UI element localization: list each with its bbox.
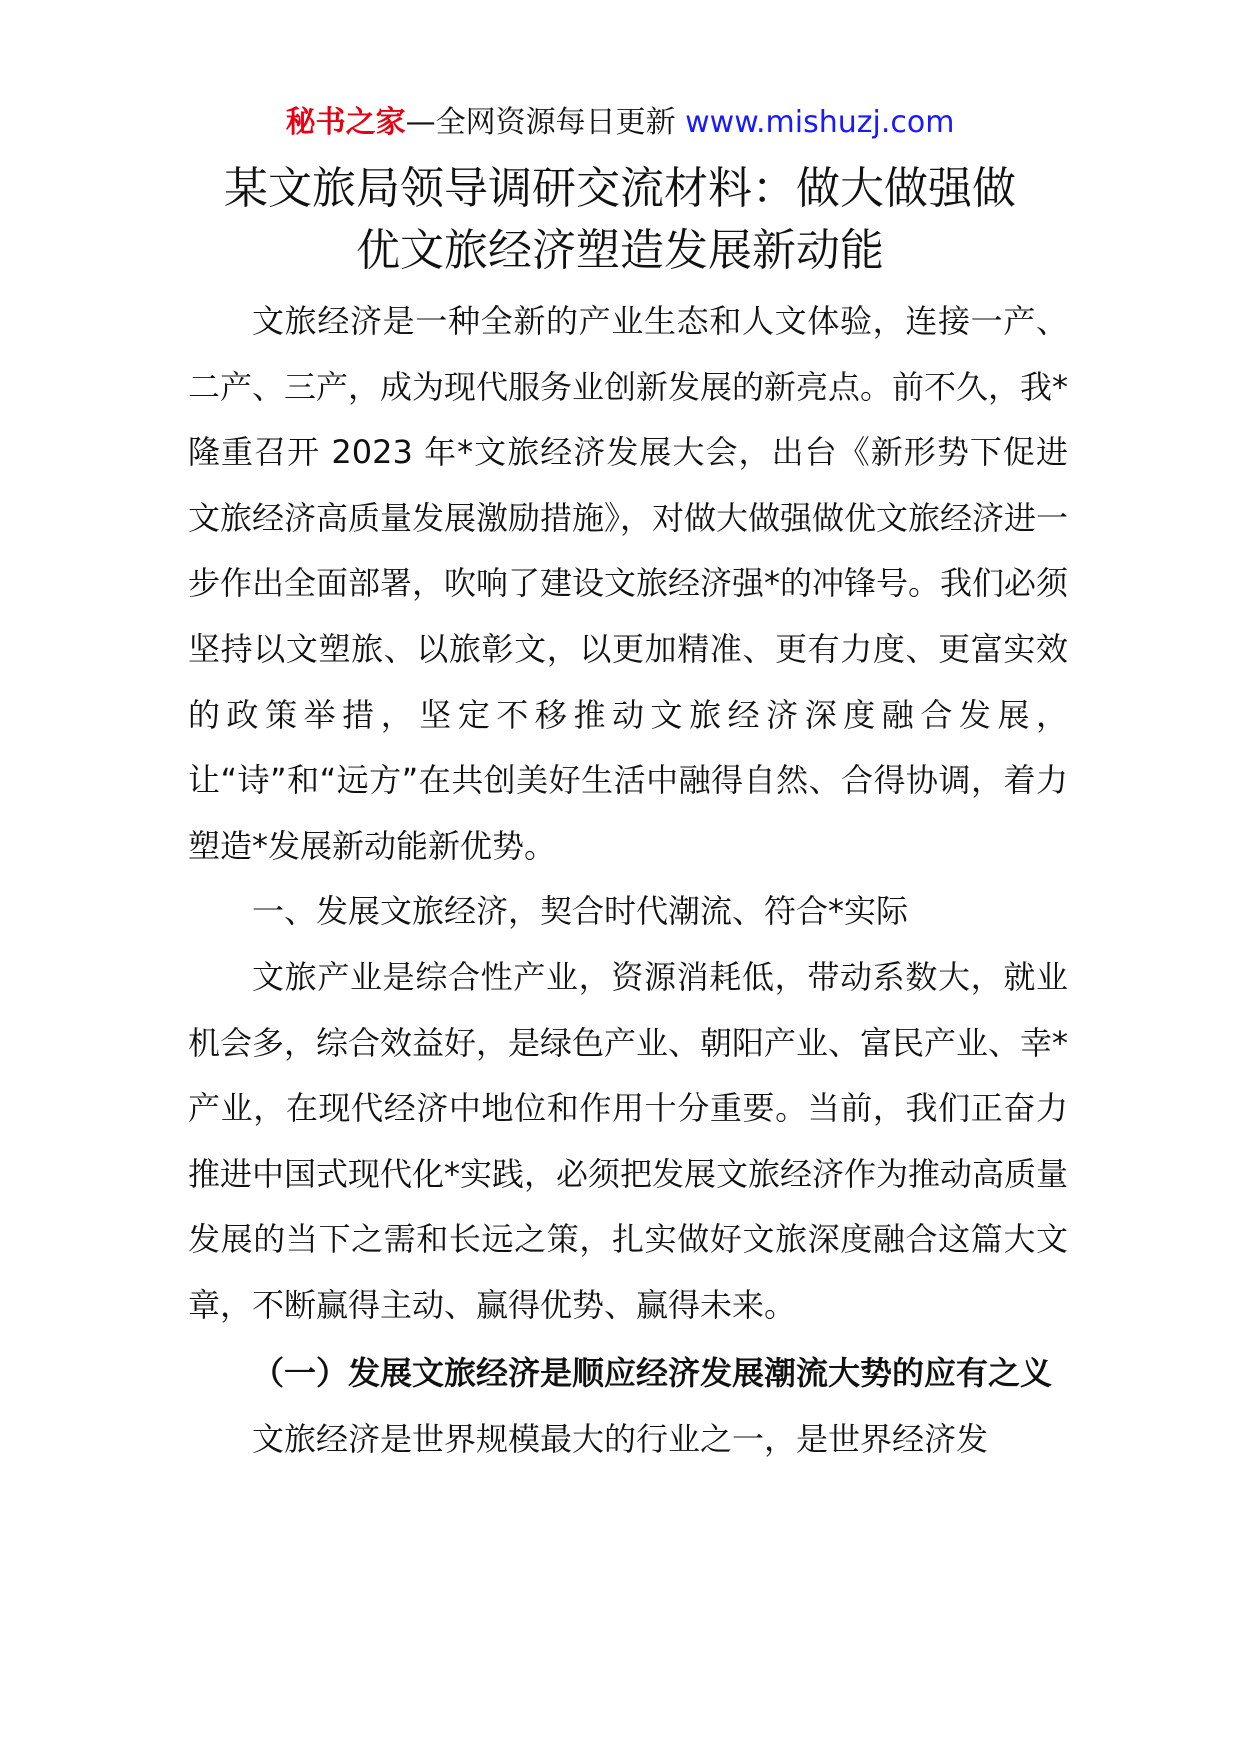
- document-title: [140, 158, 1100, 282]
- banner-slogan: —全网资源每日更新: [405, 105, 676, 140]
- section-heading: 一、发展文旅经济，契合时代潮流、符合*实际: [252, 892, 909, 931]
- section-paragraph: 文旅产业是综合性产业，资源消耗低，带动系数大，就业机会多，综合效益好，是绿色产业、朝阳产业、富民产业、幸*产业，在现代经济中地位和作用十分重要。当前，我们正奋力推进中国式现代化*实践，必须把发展文旅经济作为推动高质量发展的当下之需和长远之策，扎实做好文旅深度融合这篇大文章，不断赢得主动、赢得优势、赢得未来。: [188, 957, 1069, 1324]
- subsection-paragraph: 文旅经济是世界规模最大的行业之一，是世界经济发: [252, 1419, 989, 1458]
- intro-paragraph: 文旅经济是一种全新的产业生态和人文体验，连接一产、二产、三产，成为现代服务业创新发展的新亮点。前不久，我*隆重召开 2023 年*文旅经济发展大会，出台《新形势下促进文旅经济高质量发展激励措施》，对做大做强做优文旅经济进一步作出全面部署，吹响了建设文旅经济强*的冲锋号。我们必须坚持以文塑旅、以旅彰文，以更加精准、更有力度、更富实效的政策举措，坚定不移推动文旅经济深度融合发展，让“诗”和“远方”在共创美好生活中融得自然、合得协调，着力塑造*发展新动能新优势。: [188, 302, 1069, 865]
- document-title-line-2: 优文旅经济塑造发展新动能: [356, 225, 884, 276]
- document-title-line-1: 某文旅局领导调研交流材料：做大做强做: [224, 163, 1016, 214]
- subsection-heading: （一）发展文旅经济是顺应经济发展潮流大势的应有之义: [252, 1353, 1053, 1392]
- site-banner: [0, 100, 1240, 146]
- banner-brand: 秘书之家: [285, 105, 406, 140]
- banner-url-link[interactable]: www.mishuzj.com: [685, 105, 955, 140]
- document-body: [188, 289, 1068, 1472]
